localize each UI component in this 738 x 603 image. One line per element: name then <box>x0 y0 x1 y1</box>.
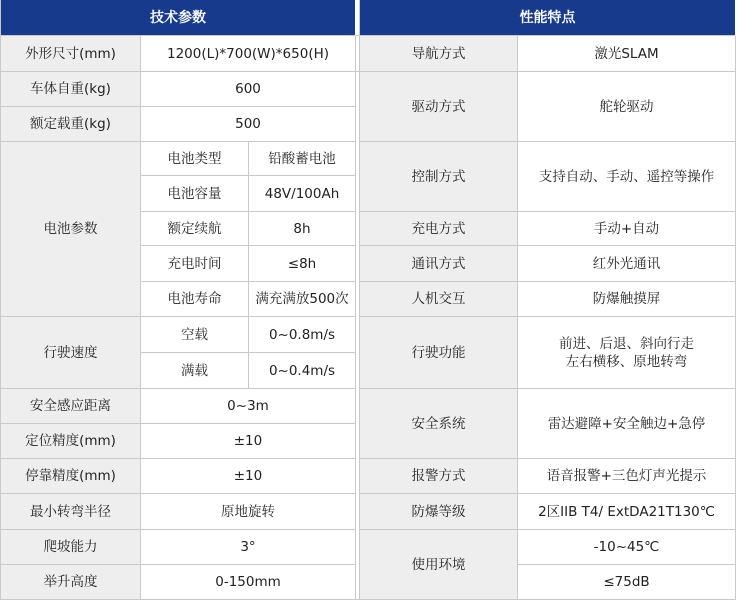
value-docking: ±10 <box>141 459 356 494</box>
label-drive: 驱动方式 <box>360 72 518 142</box>
label-safety-system: 安全系统 <box>360 389 518 459</box>
label-charging: 充电方式 <box>360 212 518 246</box>
value-charging: 手动+自动 <box>518 212 736 246</box>
value-speed-empty: 0~0.8m/s <box>249 317 356 353</box>
label-battery: 电池参数 <box>0 142 141 317</box>
value-charge-time: ≤8h <box>249 246 356 282</box>
label-turning: 最小转弯半径 <box>0 494 141 530</box>
value-load: 500 <box>141 107 356 142</box>
header-tech-params: 技术参数 <box>0 0 356 36</box>
value-battery-type: 铅酸蓄电池 <box>249 142 356 176</box>
label-battery-type: 电池类型 <box>141 142 249 176</box>
label-comm: 通讯方式 <box>360 246 518 282</box>
value-lift: 0-150mm <box>141 565 356 600</box>
label-safety-distance: 安全感应距离 <box>0 389 141 424</box>
label-climbing: 爬坡能力 <box>0 530 141 565</box>
label-speed-full: 满载 <box>141 353 249 389</box>
label-dimensions: 外形尺寸(mm) <box>0 36 141 72</box>
label-battery-life: 电池寿命 <box>141 282 249 317</box>
label-battery-capacity: 电池容量 <box>141 176 249 212</box>
value-control: 支持自动、手动、遥控等操作 <box>518 142 736 212</box>
value-explosion: 2区IIB T4/ ExtDA21T130℃ <box>518 494 736 530</box>
label-control: 控制方式 <box>360 142 518 212</box>
label-positioning: 定位精度(mm) <box>0 424 141 459</box>
value-alarm: 语音报警+三色灯声光提示 <box>518 459 736 494</box>
value-climbing: 3° <box>141 530 356 565</box>
label-docking: 停靠精度(mm) <box>0 459 141 494</box>
label-speed-empty: 空载 <box>141 317 249 353</box>
label-hmi: 人机交互 <box>360 282 518 317</box>
value-hmi: 防爆触摸屏 <box>518 282 736 317</box>
value-safety-distance: 0~3m <box>141 389 356 424</box>
value-safety-system: 雷达避障+安全触边+急停 <box>518 389 736 459</box>
label-environment: 使用环境 <box>360 530 518 600</box>
value-battery-capacity: 48V/100Ah <box>249 176 356 212</box>
label-functions: 行驶功能 <box>360 317 518 389</box>
label-alarm: 报警方式 <box>360 459 518 494</box>
value-drive: 舵轮驱动 <box>518 72 736 142</box>
value-battery-endurance: 8h <box>249 212 356 246</box>
value-weight: 600 <box>141 72 356 107</box>
value-battery-life: 满充满放500次 <box>249 282 356 317</box>
label-explosion: 防爆等级 <box>360 494 518 530</box>
value-speed-full: 0~0.4m/s <box>249 353 356 389</box>
functions-line-1: 前进、后退、斜向行走 <box>559 335 694 352</box>
value-dimensions: 1200(L)*700(W)*650(H) <box>141 36 356 72</box>
label-navigation: 导航方式 <box>360 36 518 72</box>
value-comm: 红外光通讯 <box>518 246 736 282</box>
label-battery-endurance: 额定续航 <box>141 212 249 246</box>
value-functions <box>518 317 736 389</box>
label-speed: 行驶速度 <box>0 317 141 389</box>
value-environment-noise: ≤75dB <box>518 565 736 600</box>
label-load: 额定载重(kg) <box>0 107 141 142</box>
value-environment-temp: -10~45℃ <box>518 530 736 565</box>
label-charge-time: 充电时间 <box>141 246 249 282</box>
value-positioning: ±10 <box>141 424 356 459</box>
label-weight: 车体自重(kg) <box>0 72 141 107</box>
value-turning: 原地旋转 <box>141 494 356 530</box>
value-navigation: 激光SLAM <box>518 36 736 72</box>
functions-line-2: 左右横移、原地转弯 <box>565 353 688 370</box>
label-lift: 举升高度 <box>0 565 141 600</box>
header-features: 性能特点 <box>360 0 736 36</box>
